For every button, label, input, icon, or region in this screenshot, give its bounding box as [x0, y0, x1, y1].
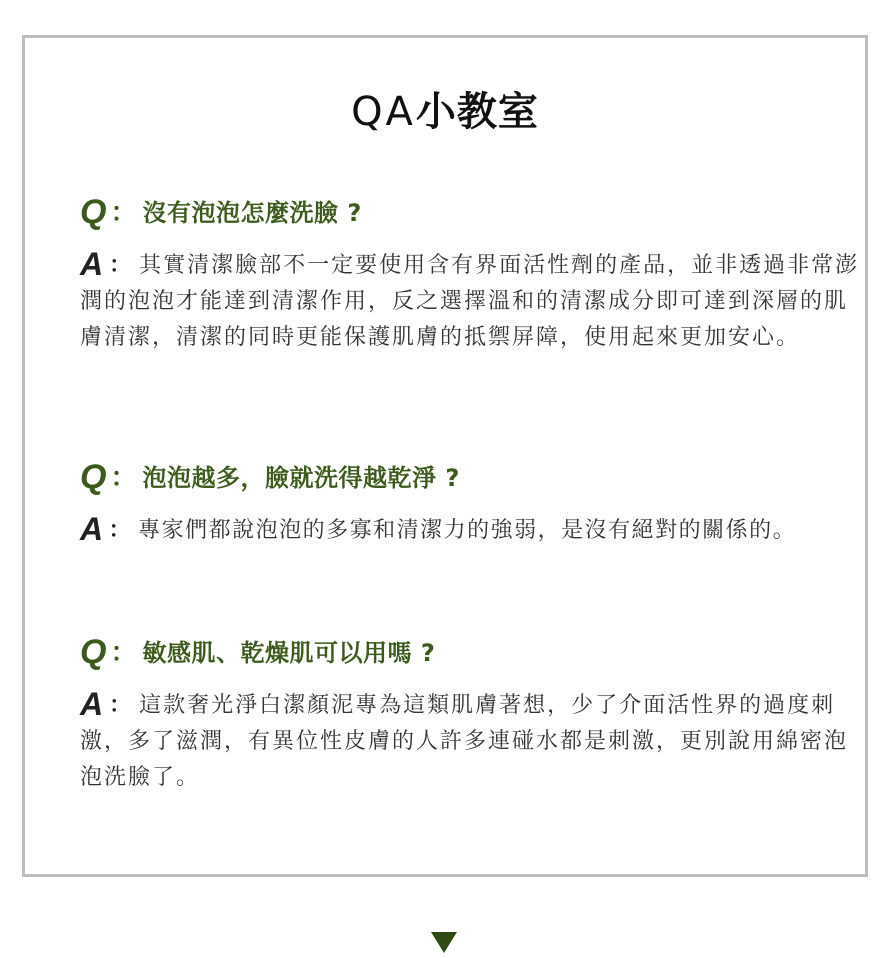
question: Q ： 泡泡越多，臉就洗得越乾淨 ? [80, 458, 460, 496]
question: Q ： 沒有泡泡怎麼洗臉 ? [80, 193, 362, 231]
question-text: 沒有泡泡怎麼洗臉 ? [142, 199, 362, 227]
answer-text: 專家們都說泡泡的多寡和清潔力的強弱，是沒有絕對的關係的。 [138, 518, 797, 543]
page-title: QA小教室 [351, 89, 539, 135]
qa-item [80, 630, 860, 796]
down-triangle-icon [431, 932, 457, 953]
qa-item [80, 455, 860, 549]
a-mark: A [80, 511, 105, 547]
qa-card [22, 35, 868, 877]
question-text: 敏感肌、乾燥肌可以用嗎 ? [142, 639, 436, 667]
q-mark: Q [80, 633, 107, 671]
q-mark: Q [80, 193, 107, 231]
question-text: 泡泡越多，臉就洗得越乾淨 ? [142, 464, 460, 492]
answer: A ： 專家們都說泡泡的多寡和清潔力的強弱，是沒有絕對的關係的。 [80, 511, 797, 547]
a-mark: A [80, 246, 106, 282]
answer: A ： 這款奢光淨白潔顏泥專為這類肌膚著想，少了介面活性界的過度刺激，多了滋潤，有異位性皮膚的人許多連碰水都是刺激，更別說用綿密泡泡洗臉了。 [80, 686, 849, 790]
answer: A ： 其實清潔臉部不一定要使用含有界面活性劑的產品，並非透過非常澎潤的泡泡才能達到清潔作用，反之選擇溫和的清潔成分即可達到深層的肌膚清潔，清潔的同時更能保護肌膚的抵禦屏障，使用起來更加安心。 [80, 246, 860, 350]
a-mark: A [80, 686, 106, 722]
q-mark: Q [80, 458, 107, 496]
question: Q ： 敏感肌、乾燥肌可以用嗎 ? [80, 633, 436, 671]
answer-text: 其實清潔臉部不一定要使用含有界面活性劑的產品，並非透過非常澎潤的泡泡才能達到清潔作用，反之選擇溫和的清潔成分即可達到深層的肌膚清潔，清潔的同時更能保護肌膚的抵禦屏障，使用起來更加安心。 [80, 253, 860, 350]
qa-item [80, 190, 860, 356]
answer-text: 這款奢光淨白潔顏泥專為這類肌膚著想，少了介面活性界的過度刺激，多了滋潤，有異位性皮膚的人許多連碰水都是刺激，更別說用綿密泡泡洗臉了。 [80, 693, 849, 790]
